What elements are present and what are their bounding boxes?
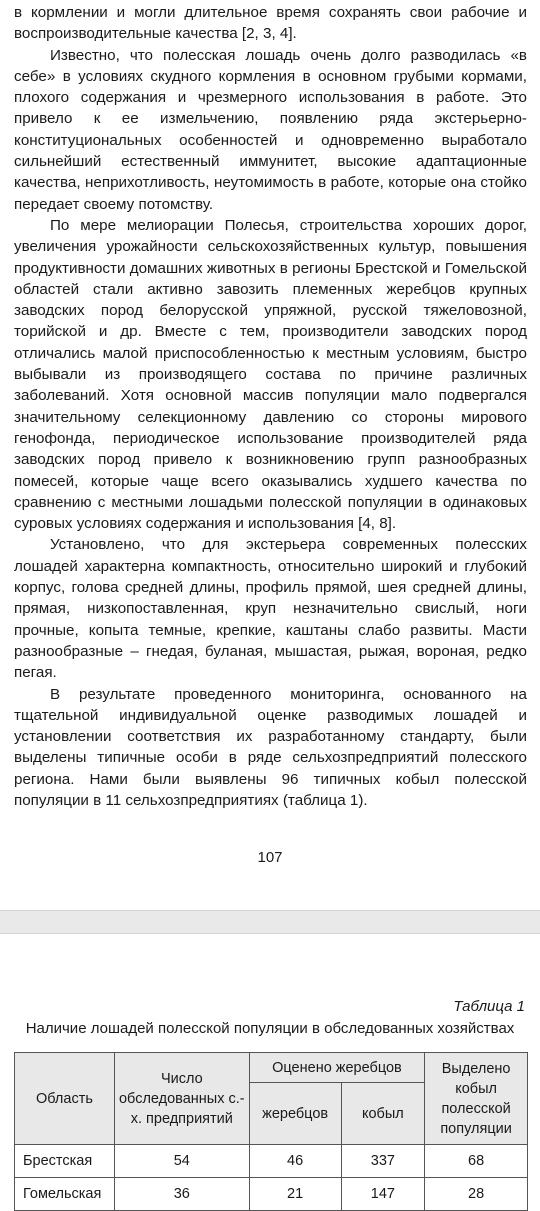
header-evaluated: Оценено жеребцов [249,1053,425,1083]
table-title: Наличие лошадей полесской популяции в обследованных хозяйствах [25,1020,515,1037]
table-caption: Таблица 1 [453,998,525,1015]
data-table [14,1052,528,1211]
cell-farms: 54 [114,1145,249,1178]
cell-mares: 147 [341,1178,425,1211]
paragraph: в кормлении и могли длительное время сохранять свои рабочие и воспроизводительные качества [2, 3, 4]. [14,4,527,43]
table-row [15,1145,528,1178]
header-region: Область [15,1053,115,1145]
paragraph: По мере мелиорации Полесья, строительства хороших дорог, увеличения урожайности сельскохозяйственных культур, повышения продуктивности домашних животных в регионы Брестской и Гомельской областей стали активно завозить племенных жеребцов крупных заводских пород белорусской упряжной, русской тяжеловозной, торийской и др. Вместе с тем, производители заводских пород отличались малой приспособленностью к местным условиям, быстро выбывали из производящего состава по причине различных заболеваний. Хотя основной массив популяции мало подвергался значительному селекционному давлению со стороны мирового генофонда, периодическое использование производителей ряда заводских пород привело к возникновению групп разнообразных помесей, которые чаще всего оказывались худшего качества по сравнению с местными лошадьми полесской популяции в одинаковых суровых условиях содержания и использования [4, 8]. [14,216,527,533]
paragraph: В результате проведенного мониторинга, основанного на тщательной индивидуальной оценке разводимых лошадей и установлении соответствия их разработанному стандарту, были выделены типичные особи в ряде сельхозпредприятий полесского региона. Нами были выявлены 96 типичных кобыл полесской популяции в 11 сельхозпредприятиях (таблица 1). [14,685,527,809]
cell-stallions: 46 [249,1145,341,1178]
cell-region: Брестская [15,1145,115,1178]
table-row [15,1178,528,1211]
page-number: 107 [257,849,283,866]
header-selected: Выделено кобыл полесской популяции [425,1053,528,1145]
cell-selected: 28 [425,1178,528,1211]
paragraph: Известно, что полесская лошадь очень долго разводилась «в себе» в условиях скудного кормления в основном грубыми кормами, плохого содержания и чрезмерного использования в работе. Это привело к ее измельчению, появлению ряда экстерьерно-конституциональных особенностей и одновременно выработало сильнейший естественный иммунитет, высокие адаптационные качества, неприхотливость, неутомимость в работе, которые она стойко передает своему потомству. [14,46,527,213]
cell-stallions: 21 [249,1178,341,1211]
page-separator [0,910,540,934]
cell-farms: 36 [114,1178,249,1211]
cell-selected: 68 [425,1145,528,1178]
document-page-next [0,934,540,1200]
header-stallions: жеребцов [249,1083,341,1145]
cell-mares: 337 [341,1145,425,1178]
cell-region: Гомельская [15,1178,115,1211]
header-farms: Число обследованных с.-х. предприятий [114,1053,249,1145]
paragraph: Установлено, что для экстерьера современных полесских лошадей характерна компактность, относительно широкий и глубокий корпус, голова средней длины, профиль прямой, шея средней длины, прямая, низкопоставленная, круп незначительно свислый, ноги прочные, копыта темные, крепкие, каштаны слабо развиты. Масти разнообразные – гнедая, буланая, мышастая, рыжая, вороная, редко пегая. [14,536,527,682]
body-text [14,2,527,811]
header-mares: кобыл [341,1083,425,1145]
